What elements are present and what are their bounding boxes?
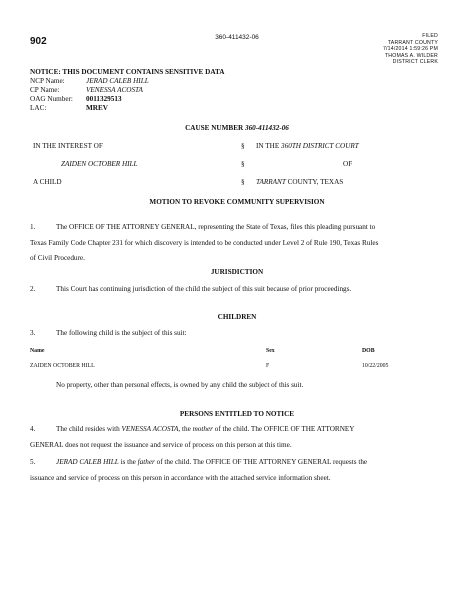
cause-number-line: [0, 124, 474, 133]
paragraph-2-text: This Court has continuing jurisdiction of the child the subject of this suit because of prior proceedings.: [56, 285, 352, 293]
filed-stamp-line: DISTRICT CLERK: [392, 59, 438, 65]
column-name: Name: [30, 348, 45, 354]
case-number-top: 360-411432-06: [215, 34, 259, 41]
table-row: [30, 363, 440, 369]
caption-section-sign: §: [241, 160, 245, 168]
jurisdiction-heading: JURISDICTION: [210, 268, 264, 276]
page-number: 902: [30, 36, 47, 47]
filed-stamp-line: THOMAS A. WILDER: [384, 52, 438, 59]
paragraph-1-text: The OFFICE OF THE ATTORNEY GENERAL, representing the State of Texas, files this pleading pursuant to: [56, 223, 376, 231]
filed-stamp-line: TARRANT COUNTY: [387, 39, 438, 46]
paragraph-number: 3.: [30, 329, 36, 337]
document-title: MOTION TO REVOKE COMMUNITY SUPERVISION: [149, 198, 325, 206]
paragraph-5-text: is the: [120, 458, 136, 466]
mother-role: mother: [192, 425, 213, 433]
caption-section-sign: §: [241, 178, 245, 186]
notice-block: [30, 68, 224, 113]
paragraph-5-line: [30, 455, 440, 471]
county-name: TARRANT: [256, 178, 286, 186]
paragraph-number: 5.: [30, 458, 36, 466]
oag-number: 0011329513: [86, 95, 122, 103]
children-heading: CHILDREN: [217, 313, 257, 321]
caption-right-3: [256, 178, 343, 187]
paragraph-4: [30, 422, 440, 453]
paragraph-3-text: The following child is the subject of this suit:: [56, 329, 187, 337]
notice-title: NOTICE: THIS DOCUMENT CONTAINS SENSITIVE DATA: [30, 68, 225, 76]
cp-name: VENESSA ACOSTA: [86, 86, 143, 94]
notice-label: NCP Name:: [30, 77, 65, 85]
paragraph-5: [30, 455, 440, 486]
caption-left-3: A CHILD: [33, 178, 62, 186]
caption-section-sign: §: [241, 142, 245, 150]
paragraph-4-text: The child resides with: [56, 425, 120, 433]
notice-label: OAG Number:: [30, 95, 73, 103]
children-table: [30, 348, 440, 369]
father-name: JERAD CALEB HILL: [56, 458, 119, 466]
county-state: COUNTY, TEXAS: [287, 178, 344, 186]
paragraph-1-line: Texas Family Code Chapter 231 for which discovery is intended to be conducted under Level 2 of Rule 190, Texas Rules: [30, 238, 379, 247]
notice-row-oag: [30, 95, 224, 104]
notice-row-lac: [30, 104, 224, 113]
cause-number: 360-411432-06: [244, 124, 289, 132]
caption-left-1: IN THE INTEREST OF: [33, 142, 103, 150]
caption-right-1: [256, 142, 359, 151]
column-dob: DOB: [362, 348, 375, 354]
paragraph-1-line: of Civil Procedure.: [30, 254, 85, 262]
paragraph-4-text: of the child. The OFFICE OF THE ATTORNEY: [214, 425, 355, 433]
paragraph-number: 1.: [30, 223, 36, 231]
child-name: ZAIDEN OCTOBER HILL: [30, 363, 95, 369]
paragraph-number: 4.: [30, 425, 36, 433]
notice-label: CP Name:: [30, 86, 60, 94]
paragraph-2: [30, 282, 440, 298]
caption-right-pre: IN THE: [256, 142, 280, 150]
paragraph-5-line: issuance and service of process on this person in accordance with the attached service information sheet.: [30, 473, 331, 482]
persons-heading: PERSONS ENTITLED TO NOTICE: [179, 410, 295, 418]
filed-stamp-line: FILED: [422, 33, 438, 39]
notice-row-ncp: [30, 77, 224, 86]
ncp-name: JERAD CALEB HILL: [86, 77, 149, 85]
paragraph-1: [30, 220, 440, 267]
paragraph-4-line: GENERAL does not request the issuance and service of process on this person at this time.: [30, 440, 292, 449]
caption-right-2: OF: [343, 160, 353, 168]
paragraph-3: [30, 326, 440, 342]
paragraph-4-line: [30, 422, 440, 438]
paragraph-5-text: of the child. The OFFICE OF THE ATTORNEY GENERAL requests the: [156, 458, 368, 466]
father-role: father: [137, 458, 155, 466]
mother-name: VENESSA ACOSTA: [121, 425, 179, 433]
cause-label: CAUSE NUMBER: [185, 124, 244, 132]
table-header: [30, 348, 440, 354]
notice-row-cp: [30, 86, 224, 95]
paragraph-1-line: [30, 220, 440, 236]
child-name-caption: ZAIDEN OCTOBER HILL: [61, 160, 138, 168]
filed-stamp-line: 7/14/2014 1:59:26 PM: [382, 46, 438, 52]
column-sex: Sex: [266, 348, 275, 354]
property-statement: No property, other than personal effects, is owned by any child the subject of this suit.: [56, 381, 304, 389]
filed-stamp: [383, 33, 438, 66]
child-dob: 10/22/2005: [362, 363, 389, 369]
notice-label: LAC:: [30, 104, 47, 112]
lac-value: MREV: [86, 104, 108, 112]
paragraph-number: 2.: [30, 285, 36, 293]
child-sex: F: [266, 363, 270, 369]
paragraph-4-text: , the: [178, 425, 191, 433]
court-name: 360TH DISTRICT COURT: [281, 142, 359, 150]
